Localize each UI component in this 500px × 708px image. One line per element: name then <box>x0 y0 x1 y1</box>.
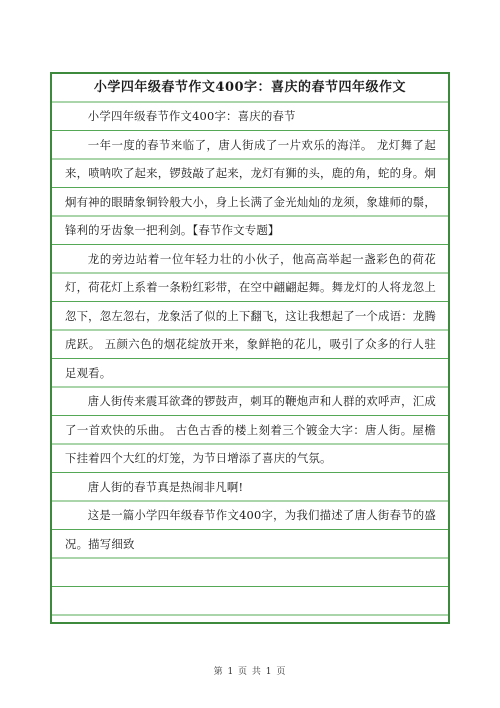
essay-paragraph: 唐人街的春节真是热闹非凡啊! <box>87 479 244 494</box>
essay-title: 小学四年级春节作文400字：喜庆的春节四年级作文 <box>93 80 407 95</box>
essay-paragraph: 唐人街传来震耳欲聋的锣鼓声，刺耳的鞭炮声和人群的欢呼声，汇成了一首欢快的乐曲。 古色古香的楼上刻着三个镀金大字：唐人街。屋檐下挂着四个大红的灯笼，为节日增添了喜庆的气氛。 <box>65 394 436 465</box>
essay-sheet <box>50 72 450 624</box>
essay-paragraph: 龙的旁边站着一位年轻力壮的小伙子，他高高举起一盏彩色的荷花灯，荷花灯上系着一条粉红彩带，在空中翩翩起舞。舞龙灯的人将龙忽上忽下，忽左忽右，龙象活了似的上下翻飞，这让我想起了一个成语：龙腾虎跃。 五颜六色的烟花绽放开来，象鲜艳的花儿，吸引了众多的行人驻足观看。 <box>65 251 436 380</box>
essay-body <box>52 102 448 558</box>
essay-paragraph: 一年一度的春节来临了，唐人街成了一片欢乐的海洋。 龙灯舞了起来，喷呐吹了起来，锣鼓敲了起来，龙灯有狮的头，鹿的角，蛇的身。炯炯有神的眼睛象铜铃般大小，身上长满了金光灿灿的龙须，象雄师的鬃，锋利的牙齿象一把利剑。【春节作文专题】 <box>65 137 436 237</box>
page-indicator: 第 1 页 共 1 页 <box>213 667 287 677</box>
essay-subtitle: 小学四年级春节作文400字：喜庆的春节 <box>87 109 296 123</box>
essay-comment: 这是一篇小学四年级春节作文400字，为我们描述了唐人街春节的盛况。描写细致 <box>65 508 436 551</box>
